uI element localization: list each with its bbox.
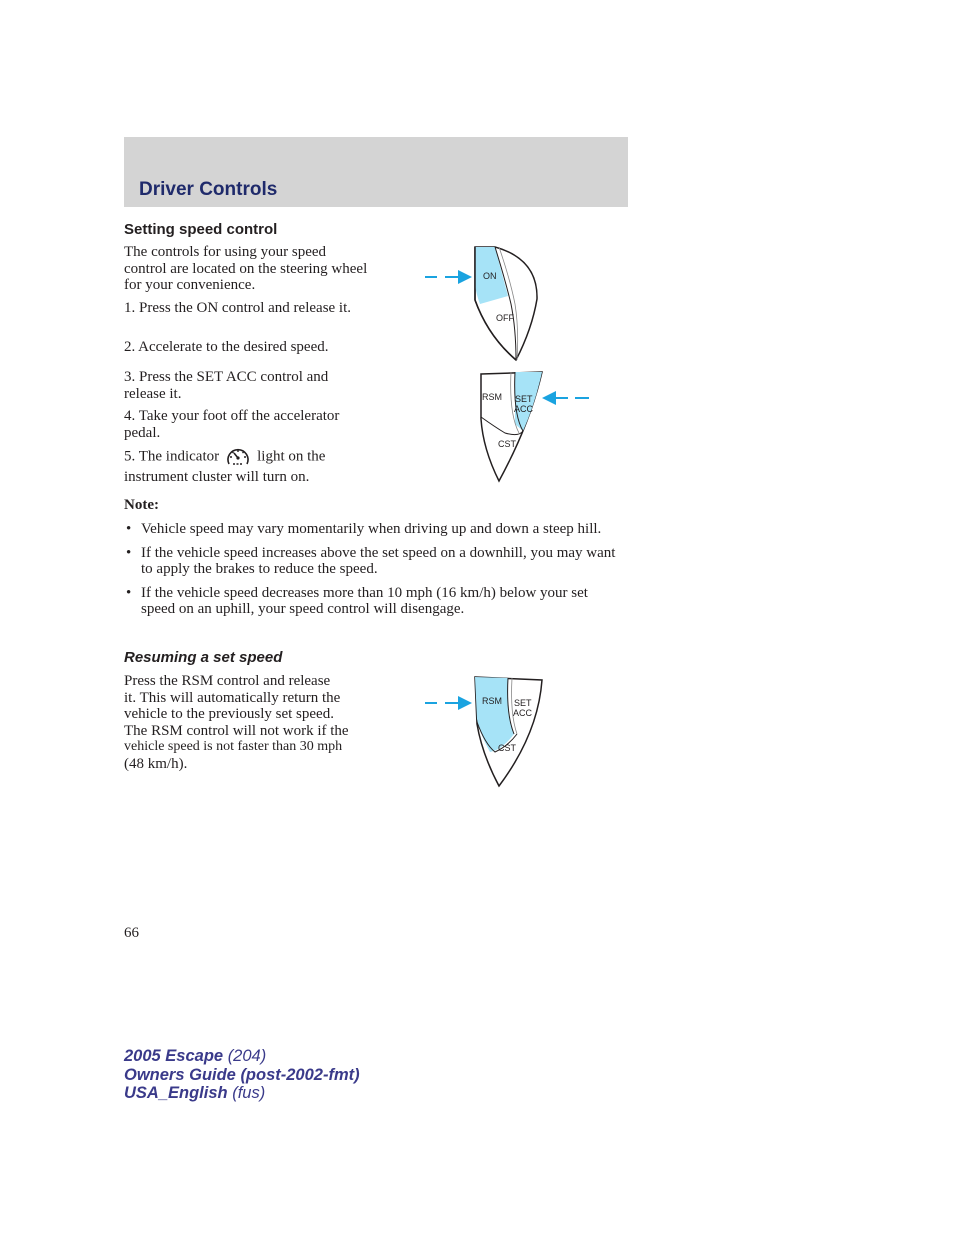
list-item: • If the vehicle speed decreases more than 10 mph (16 km/h) below your set speed on an uphill, your speed control will disengage.: [126, 584, 588, 617]
acc-label-top: ACC: [514, 404, 534, 414]
resume-line: Press the RSM control and release: [124, 673, 331, 689]
rsm-label-bottom: RSM: [482, 696, 502, 706]
header-band: [124, 137, 628, 207]
section-heading-setting: Setting speed control: [124, 221, 278, 238]
rsm-set-diagram-bottom: [420, 674, 545, 790]
set-label-bottom: SET: [514, 698, 532, 708]
bullet-text: If the vehicle speed increases above the set speed on a downhill, you may want to apply the brakes to reduce the speed.: [141, 544, 616, 577]
list-item: • Vehicle speed may vary momentarily when driving up and down a steep hill.: [126, 521, 602, 537]
resume-paragraph: [124, 673, 389, 772]
resume-line: vehicle to the previously set speed.: [124, 706, 334, 722]
intro-paragraph: The controls for using your speed control are located on the steering wheel for your convenience.: [124, 244, 368, 293]
resume-line: (48 km/h).: [124, 755, 188, 772]
step-5-line-2: instrument cluster will turn on.: [124, 469, 310, 485]
on-label: ON: [483, 271, 497, 281]
step-5-text-before: 5. The indicator: [124, 448, 220, 465]
cst-label-top: CST: [498, 439, 516, 449]
step-2: 2. Accelerate to the desired speed.: [124, 339, 329, 355]
speed-control-indicator-icon: [225, 446, 251, 468]
footer-language-code: (fus): [232, 1084, 266, 1102]
step-3: 3. Press the SET ACC control and release it.: [124, 369, 329, 402]
set-label-top: SET: [515, 394, 533, 404]
on-off-diagram: [420, 244, 545, 364]
note-bullet-list: [124, 521, 624, 625]
resume-line: it. This will automatically return the: [124, 689, 341, 706]
footer-model-code: (204): [227, 1047, 267, 1065]
bullet-text: Vehicle speed may vary momentarily when driving up and down a steep hill.: [141, 521, 602, 537]
resume-line: The RSM control will not work if the: [124, 722, 349, 739]
step-1: 1. Press the ON control and release it.: [124, 300, 352, 316]
rsm-set-diagram-top: [475, 369, 595, 485]
acc-label-bottom: ACC: [513, 708, 533, 718]
rsm-label-top: RSM: [482, 392, 502, 402]
section-heading-resuming: Resuming a set speed: [124, 649, 283, 666]
note-label: Note:: [124, 497, 159, 513]
bullet-text: If the vehicle speed decreases more than 10 mph (16 km/h) below your set speed on an uphill, your speed control will disengage.: [141, 584, 588, 617]
step-5-text-after: light on the: [257, 448, 326, 465]
footer-model: 2005 Escape: [124, 1047, 224, 1065]
footer: [124, 1047, 360, 1103]
list-item: • If the vehicle speed increases above the set speed on a downhill, you may want to apply the brakes to reduce the speed.: [126, 544, 616, 577]
step-4: 4. Take your foot off the accelerator pedal.: [124, 408, 340, 441]
resume-line: vehicle speed is not faster than 30 mph: [124, 739, 343, 754]
step-5: [124, 446, 384, 486]
page-title: Driver Controls: [139, 179, 278, 200]
page-number: 66: [124, 925, 139, 941]
footer-language: USA_English: [124, 1084, 228, 1102]
cst-label-bottom: CST: [498, 743, 516, 753]
off-label: OFF: [496, 313, 514, 323]
footer-guide: Owners Guide (post-2002-fmt): [124, 1065, 360, 1084]
